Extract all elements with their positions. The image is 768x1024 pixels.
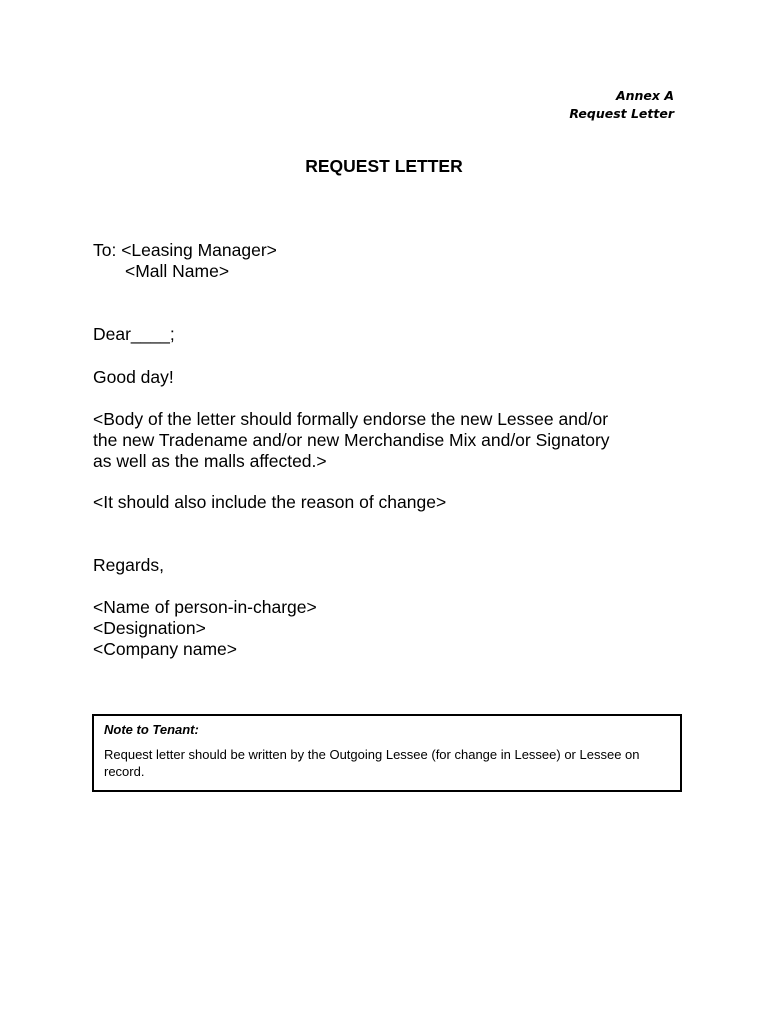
recipient-block xyxy=(93,240,277,282)
signature-name: <Name of person-in-charge> xyxy=(93,597,317,617)
note-to-tenant-box xyxy=(92,714,682,792)
annex-label xyxy=(569,87,674,123)
recipient-to-line: To: <Leasing Manager> xyxy=(93,240,277,260)
body-line-3: as well as the malls affected.> xyxy=(93,451,327,471)
body-line-1: <Body of the letter should formally endorse the new Lessee and/or xyxy=(93,409,609,429)
body-paragraph-2: <It should also include the reason of change> xyxy=(93,492,447,512)
note-title: Note to Tenant: xyxy=(104,722,199,737)
annex-subtitle: Request Letter xyxy=(569,106,674,121)
signature-company: <Company name> xyxy=(93,639,237,659)
body-line-2: the new Tradename and/or new Merchandise Mix and/or Signatory xyxy=(93,430,610,450)
note-text: Request letter should be written by the Outgoing Lessee (for change in Lessee) or Lessee on record. xyxy=(104,747,640,779)
salutation: Dear____; xyxy=(93,324,175,344)
document-title: REQUEST LETTER xyxy=(305,156,463,176)
recipient-mall-line: <Mall Name> xyxy=(125,261,230,281)
annex-title: Annex A xyxy=(615,88,674,103)
greeting: Good day! xyxy=(93,367,174,387)
signature-block xyxy=(93,597,317,660)
signature-designation: <Designation> xyxy=(93,618,206,638)
body-paragraph-1 xyxy=(93,409,610,472)
closing: Regards, xyxy=(93,555,165,575)
